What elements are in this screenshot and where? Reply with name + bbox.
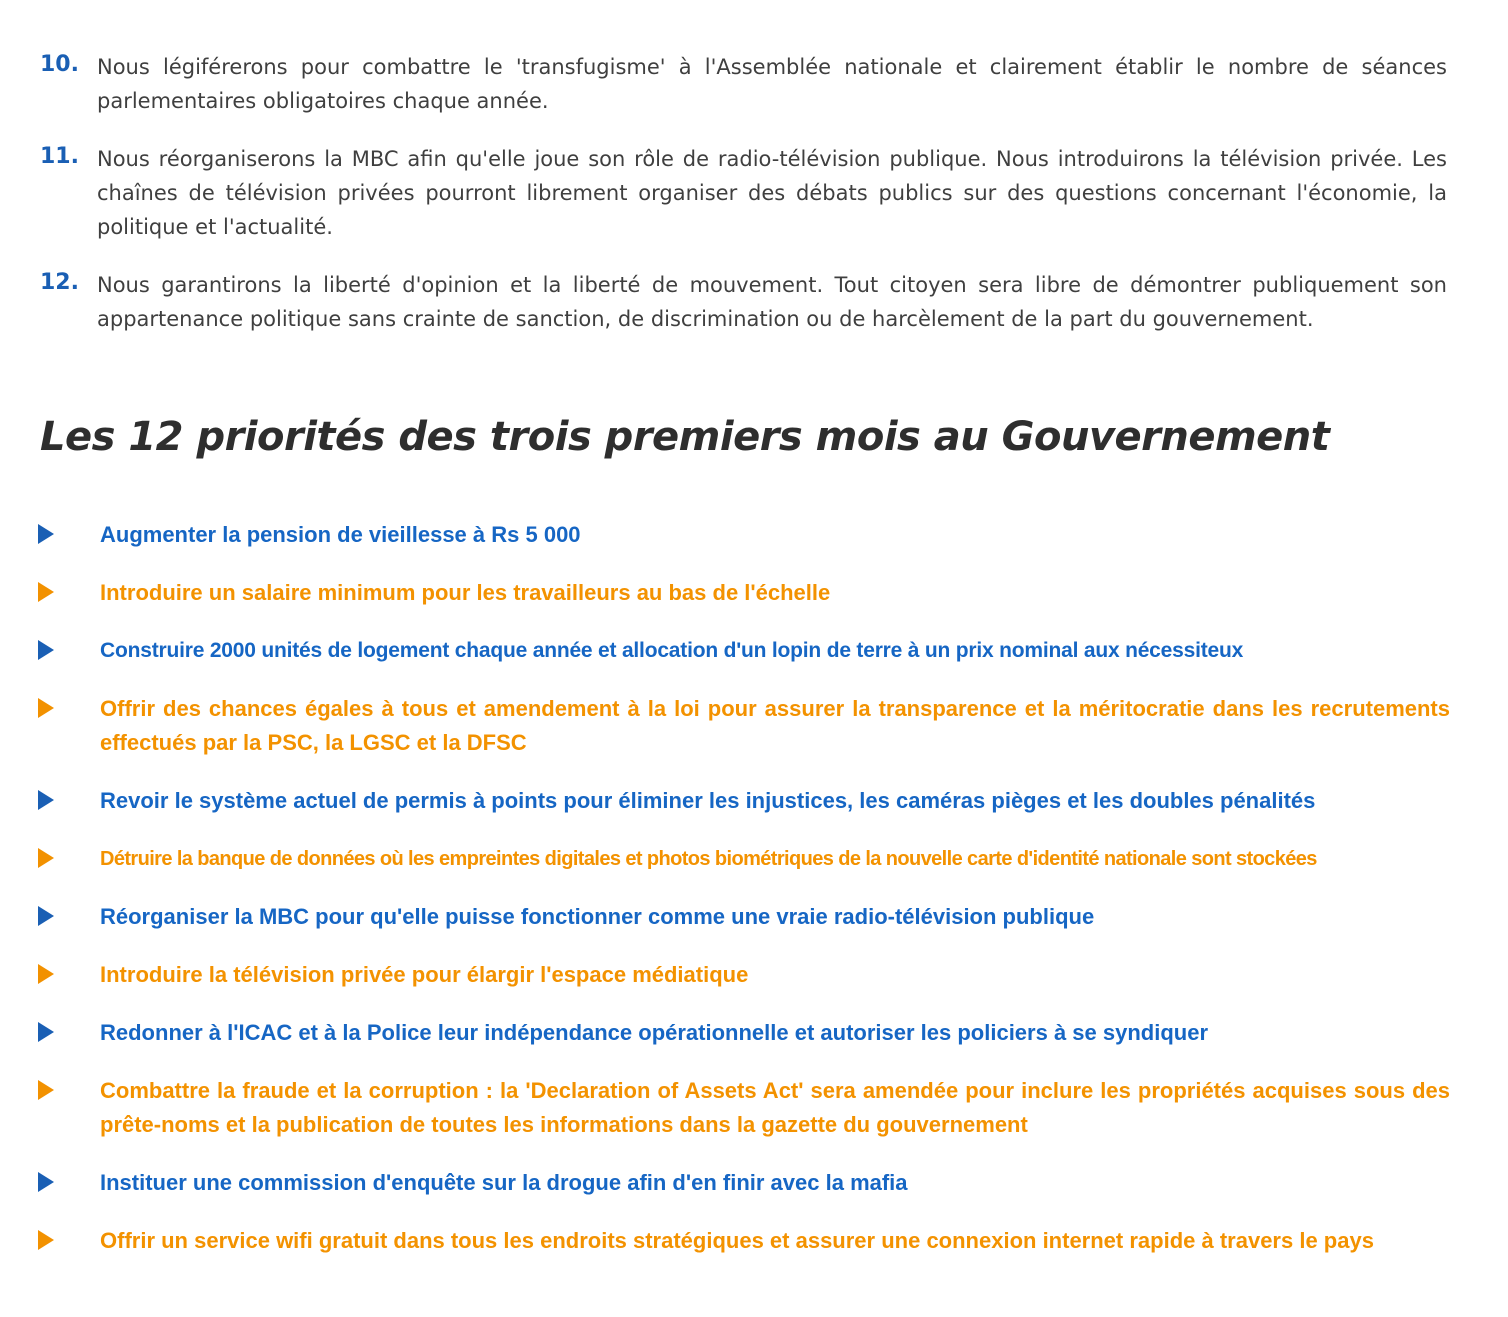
triangle-bullet-icon: [38, 1172, 54, 1192]
item-number: 11.: [40, 144, 79, 169]
priority-text: Réorganiser la MBC pour qu'elle puisse fonctionner comme une vraie radio-télévision publique: [100, 904, 1095, 929]
triangle-bullet-icon: [38, 964, 54, 984]
priority-text: Introduire un salaire minimum pour les travailleurs au bas de l'échelle: [100, 580, 831, 605]
triangle-bullet-icon: [38, 640, 54, 660]
triangle-bullet-icon: [38, 698, 54, 718]
triangle-bullet-icon: [38, 582, 54, 602]
priority-text: Construire 2000 unités de logement chaque année et allocation d'un lopin de terre à un prix nominal aux nécessiteux: [100, 639, 1244, 662]
item-text: Nous réorganiserons la MBC afin qu'elle joue son rôle de radio-télévision publique. Nous introduirons la télévision privée. Les chaînes de télévision privées pourront librement organiser des débats publics sur des questions concernant l'économie, la politique et l'actualité.: [97, 147, 1447, 239]
priority-text: Combattre la fraude et la corruption : la 'Declaration of Assets Act' sera amendée pour inclure les propriétés acquises sous des prête-noms et la publication de toutes les informations dans la gazette du gouvernement: [100, 1078, 1450, 1137]
triangle-bullet-icon: [38, 524, 54, 544]
item-number: 10.: [40, 52, 79, 77]
triangle-bullet-icon: [38, 906, 54, 926]
section-heading: Les 12 priorités des trois premiers mois au Gouvernement: [40, 414, 1330, 460]
priority-text: Redonner à l'ICAC et à la Police leur indépendance opérationnelle et autoriser les policiers à se syndiquer: [100, 1020, 1209, 1045]
priority-text: Offrir un service wifi gratuit dans tous les endroits stratégiques et assurer une connexion internet rapide à travers le pays: [100, 1228, 1374, 1253]
priority-text: Revoir le système actuel de permis à points pour éliminer les injustices, les caméras pièges et les doubles pénalités: [100, 788, 1316, 813]
priority-text: Augmenter la pension de vieillesse à Rs 5 000: [100, 522, 581, 547]
priority-text: Offrir des chances égales à tous et amendement à la loi pour assurer la transparence et la méritocratie dans les recrutements effectués par la PSC, la LGSC et la DFSC: [100, 696, 1450, 755]
priority-text: Instituer une commission d'enquête sur la drogue afin d'en finir avec la mafia: [100, 1170, 908, 1195]
item-text: Nous garantirons la liberté d'opinion et la liberté de mouvement. Tout citoyen sera libre de démontrer publiquement son appartenance politique sans crainte de sanction, de discrimination ou de harcèlement de la part du gouvernement.: [97, 273, 1447, 331]
triangle-bullet-icon: [38, 1230, 54, 1250]
item-number: 12.: [40, 270, 79, 295]
item-text: Nous légiférerons pour combattre le 'transfugisme' à l'Assemblée nationale et clairement établir le nombre de séances parlementaires obligatoires chaque année.: [97, 55, 1447, 113]
triangle-bullet-icon: [38, 1080, 54, 1100]
triangle-bullet-icon: [38, 1022, 54, 1042]
triangle-bullet-icon: [38, 790, 54, 810]
priority-text: Détruire la banque de données où les empreintes digitales et photos biométriques de la nouvelle carte d'identité nationale sont stockées: [100, 848, 1317, 870]
priority-text: Introduire la télévision privée pour élargir l'espace médiatique: [100, 962, 749, 987]
triangle-bullet-icon: [38, 848, 54, 868]
